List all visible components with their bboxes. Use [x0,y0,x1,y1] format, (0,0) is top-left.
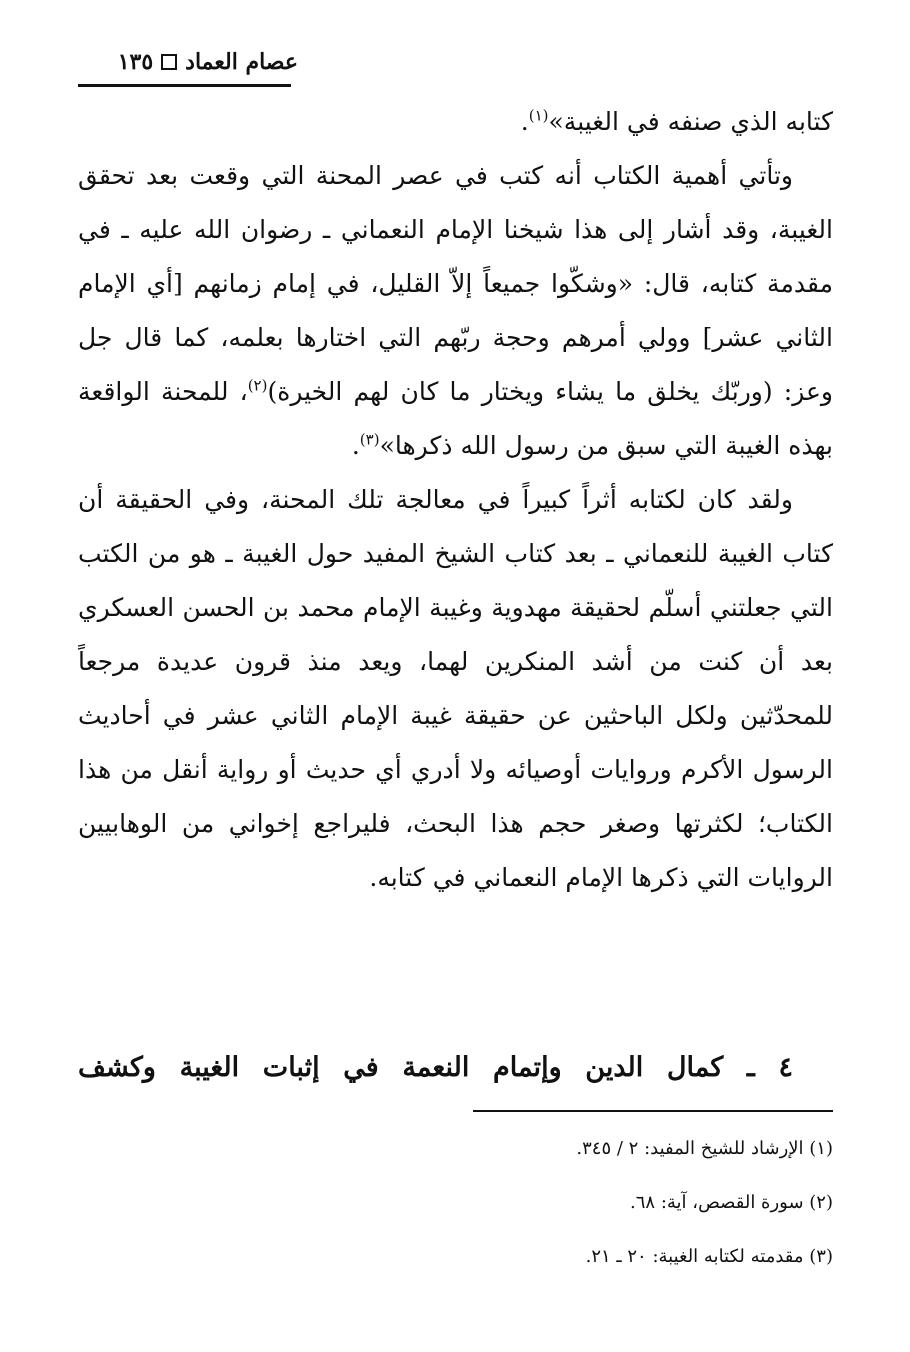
header-title: عصام العماد [185,49,298,75]
square-icon [161,54,177,70]
running-header [78,40,298,84]
footnote-ref-1: (١) [528,106,549,125]
footnotes [300,1132,833,1294]
section-heading: ٤ ـ كمال الدين وإتمام النعمة في إثبات الغيبة وكشف [78,1052,793,1083]
footnote-1: (١) الإرشاد للشيخ المفيد: ٢ / ٣٤٥. [576,1138,833,1159]
paragraph-1: كتابه الذي صنفه في الغيبة»$^{(١)}$. [520,106,833,136]
footnote-ref-2: (٢) [247,376,268,395]
page-number: ١٣٥ [117,49,154,75]
footnote-2: (٢) سورة القصص، آية: ٦٨. [630,1192,833,1213]
footnote-3: (٣) مقدمته لكتابه الغيبة: ٢٠ ـ ٢١. [585,1246,833,1267]
header-rule [78,84,291,87]
paragraph-3: ولقد كان لكتابه أثراً كبيراً في معالجة تلك المحنة، وفي الحقيقة أن كتاب الغيبة للنعماني ـ بعد كتاب الشيخ المفيد حول الغيبة ـ هو من الكتب التي جعلتني أسلّم لحقيقة مهدوية وغيبة الإمام محمد بن الحسن العسكري بعد أن كنت من أشد المنكرين لهما، ويعد منذ قرون عديدة مرجعاً للمحدّثين ولكل الباحثين عن حقيقة غيبة الإمام الثاني عشر في أحاديث الرسول الأكرم وروايات أوصيائه ولا أدري أي حديث أو رواية أنقل من هذا الكتاب؛ لكثرتها وصغر حجم هذا البحث، فليراجع إخواني من الوهابيين الروايات التي ذكرها الإمام النعماني في كتابه. [78,485,833,892]
body-text [78,95,833,905]
paragraph-2: وتأتي أهمية الكتاب أنه كتب في عصر المحنة التي وقعت بعد تحقق الغيبة، وقد أشار إلى هذا شيخنا الإمام النعماني ـ رضوان الله عليه ـ في مقدمة كتابه، قال: «وشكّوا جميعاً إلاّ القليل، في إمام زمانهم [أي الإمام الثاني عشر] وولي أمرهم وحجة ربّهم التي اختارها بعلمه، كما قال جل وعز: (وربّك يخلق ما يشاء ويختار ما كان لهم الخيرة)$^{(٢)}$، للمحنة الواقعة بهذه الغيبة التي سبق من رسول الله ذكرها»$^{(٣)}$. [78,161,833,460]
footnote-separator [473,1110,833,1112]
footnote-ref-3: (٣) [359,430,380,449]
